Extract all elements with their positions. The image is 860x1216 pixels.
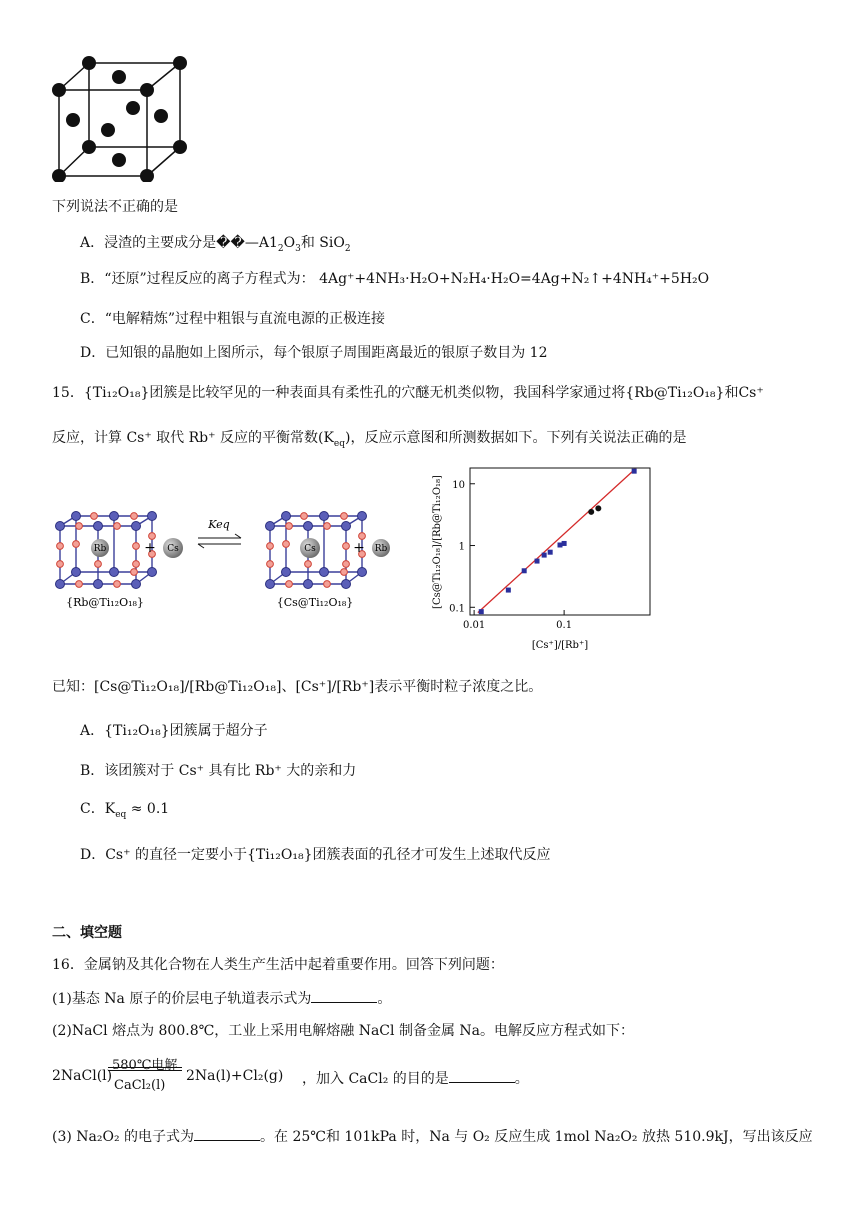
data-point-square	[548, 550, 553, 555]
cs-label-left: Cs	[167, 544, 179, 554]
q15-option-a: A．{Ti₁₂O₁₈}团簇属于超分子	[80, 723, 268, 739]
data-point-circle	[588, 509, 594, 515]
silver-unit-cell-figure	[48, 52, 193, 182]
data-point-circle	[595, 505, 601, 511]
q14-option-d: D．已知银的晶胞如上图所示，每个银原子周围距离最近的银原子数目为 12	[80, 345, 548, 361]
q16-part1: (1)基态 Na 原子的价层电子轨道表示式为 。	[52, 991, 392, 1007]
q15-option-c: C．$K_{eq} \approx 0.1$	[80, 801, 170, 820]
data-point-square	[479, 609, 484, 614]
q14-option-c: C．“电解精炼”过程中粗银与直流电源的正极连接	[80, 311, 386, 327]
q16-part2: (2)NaCl 熔点为 800.8℃，工业上采用电解熔融 NaCl 制备金属 Na。电解反应方程式如下：	[52, 1023, 634, 1039]
y-tick-label: 0.1	[449, 603, 465, 615]
svg-text:+: +	[144, 540, 156, 556]
y-tick-label: 10	[452, 479, 465, 491]
reaction-scheme	[48, 498, 398, 616]
answer-blank-2[interactable]	[449, 1070, 515, 1083]
x-axis-label: [Cs⁺]/[Rb⁺]	[531, 640, 589, 651]
equilibrium-arrow	[198, 534, 241, 548]
data-point-square	[522, 568, 527, 573]
equilibrium-chart	[418, 462, 658, 654]
section-title: 二、填空题	[52, 925, 122, 941]
rb-label-right: Rb	[374, 544, 388, 554]
q15-option-d: D．Cs⁺ 的直径一定要小于{Ti₁₂O₁₈}团簇表面的孔径才可发生上述取代反应	[80, 847, 551, 863]
right-caption: {Cs@Ti₁₂O₁₈}	[276, 596, 354, 609]
q14-option-b: B．“还原”过程反应的离子方程式为： 4Ag⁺+4NH₃·H₂O+N₂H₄·H₂O=4Ag+N₂↑+4NH₄⁺+5H₂O	[80, 271, 710, 287]
q15-stem-line1: 15．{Ti₁₂O₁₈}团簇是比较罕见的一种表面具有柔性孔的穴醚无机类似物，我国科学家通过将{Rb@Ti₁₂O₁₈}和Cs⁺	[52, 385, 764, 401]
data-point-square	[562, 541, 567, 546]
y-tick-label: 1	[458, 541, 465, 553]
answer-blank-3[interactable]	[194, 1128, 260, 1141]
q15-option-b: B．该团簇对于 Cs⁺ 具有比 Rb⁺ 大的亲和力	[80, 763, 357, 779]
data-point-square	[535, 559, 540, 564]
rb-label-left: Rb	[93, 544, 107, 554]
answer-blank-1[interactable]	[311, 990, 377, 1003]
svg-text:+: +	[353, 540, 365, 556]
x-tick-label: 0.1	[556, 620, 573, 631]
data-point-square	[632, 469, 637, 474]
fit-line	[478, 469, 636, 613]
keq-label: Keq	[208, 518, 230, 531]
y-axis-label: [Cs@Ti₁₂O₁₈]/[Rb@Ti₁₂O₁₈]	[432, 475, 443, 609]
q15-known: 已知：[Cs@Ti₁₂O₁₈]/[Rb@Ti₁₂O₁₈]、[Cs⁺]/[Rb⁺]表示平衡时粒子浓度之比。	[52, 679, 543, 695]
data-point-square	[542, 553, 547, 558]
q14-option-a: A．浸渣的主要成分是$��—A1_2O_3$和 SiO$_2$	[80, 235, 351, 254]
cs-label-right: Cs	[304, 544, 316, 554]
q16-part3: (3) Na₂O₂ 的电子式为 。在 25℃和 101kPa 时，Na 与 O₂ 反应生成 1mol Na₂O₂ 放热 510.9kJ，写出该反应	[52, 1129, 813, 1145]
data-point-square	[506, 588, 511, 593]
q16-stem: 16．金属钠及其化合物在人类生产生活中起着重要作用。回答下列问题：	[52, 957, 504, 973]
left-caption: {Rb@Ti₁₂O₁₈}	[66, 596, 144, 609]
q14-stem: 下列说法不正确的是	[52, 199, 178, 215]
q15-stem-line2: 反应，计算 Cs⁺ 取代 Rb⁺ 反应的平衡常数$(K_{eq})$，反应示意图和所测数据如下。下列有关说法正确的是	[52, 430, 687, 449]
x-tick-label: 0.01	[462, 620, 486, 631]
